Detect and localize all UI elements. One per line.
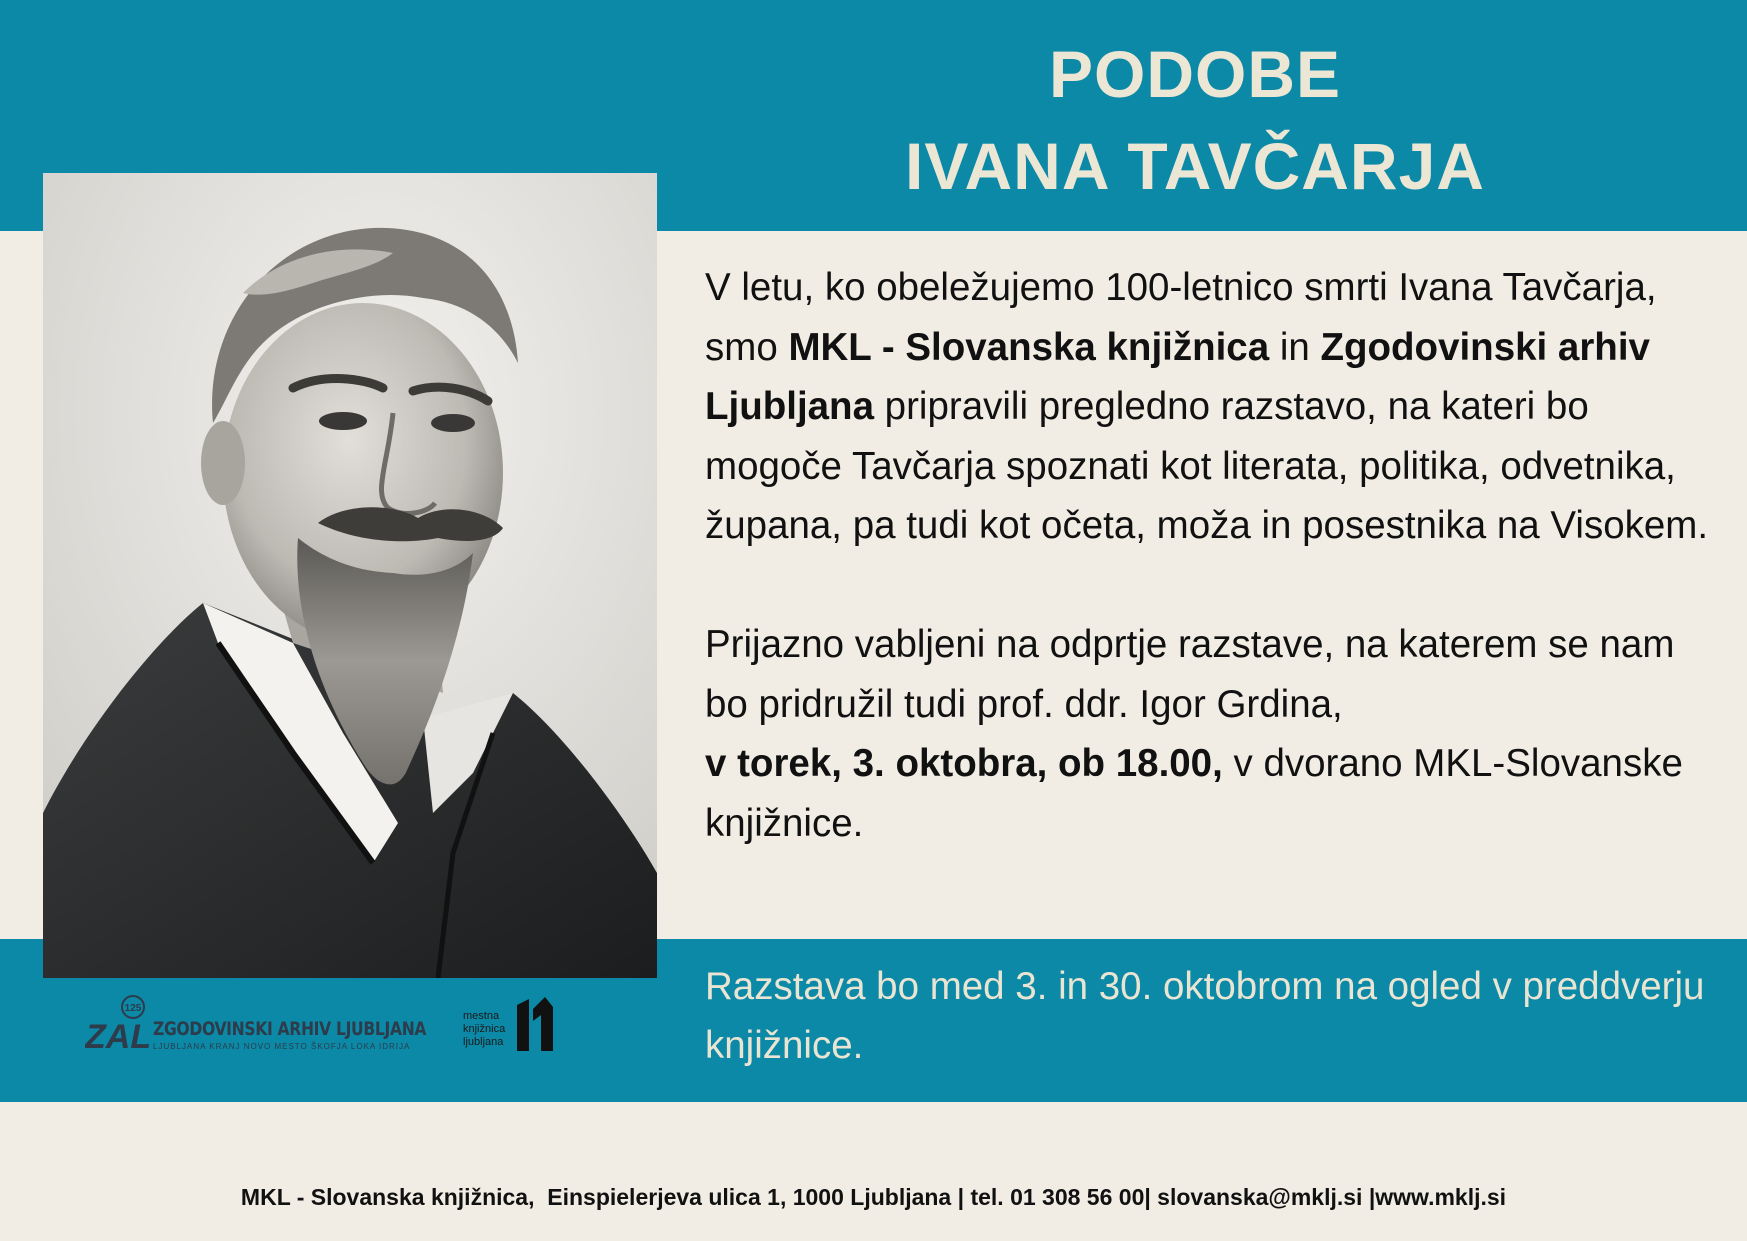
mkl-logo-line-3: ljubljana xyxy=(463,1036,504,1048)
zal-name: ZGODOVINSKI ARHIV LJUBLJANA xyxy=(153,1018,427,1040)
paragraph-intro xyxy=(705,258,1725,556)
text-run: in xyxy=(1269,325,1321,369)
event-date: v torek, 3. oktobra, ob 18.00, xyxy=(705,742,1223,785)
contact-footer: MKL - Slovanska knjižnica, Einspielerjeva ulica 1, 1000 Ljubljana | tel. 01 308 56 00| slovanska@mklj.si |www.mklj.si xyxy=(240,1184,1507,1210)
portrait-illustration xyxy=(43,173,657,978)
text-run: v dvorano MKL-Slovanske knjižnice. xyxy=(705,742,1683,845)
portrait-photo xyxy=(43,173,657,978)
mkl-logo-line-1: mestna xyxy=(463,1010,500,1022)
exhibition-note: Razstava bo med 3. in 30. oktobrom na ogled v preddverju knjižnice. xyxy=(705,965,1705,1067)
mkl-logo xyxy=(463,993,573,1065)
page-title xyxy=(660,28,1730,212)
text-run: Prijazno vabljeni na odprtje razstave, na katerem se nam bo pridružil tudi prof. ddr. Igor Grdina, xyxy=(705,623,1675,726)
title-line-1: PODOBE xyxy=(1048,37,1342,111)
invitation-text xyxy=(705,258,1725,853)
org-mkl: MKL - Slovanska knjižnica xyxy=(788,325,1270,369)
title-line-2: IVANA TAVČARJA xyxy=(905,129,1485,203)
mkl-logo-text xyxy=(463,1010,505,1049)
partner-logos xyxy=(43,985,657,1085)
zal-mark-text: ZAL xyxy=(85,1018,151,1054)
text-run: pripravili pregledno razstavo, na kateri bo mogoče Tavčarja spoznati kot literata, politika, odvetnika, župana, pa tudi kot očeta, moža in posestnika na Visokem. xyxy=(705,385,1709,547)
zal-subtitle: LJUBLJANA KRANJ NOVO MESTO ŠKOFJA LOKA IDRIJA xyxy=(153,1042,411,1051)
zal-logo xyxy=(85,994,427,1066)
mkl-logo-line-2: knjižnica xyxy=(463,1023,506,1035)
org-zal: Zgodovinski arhiv Ljubljana xyxy=(705,325,1650,428)
paragraph-invitation xyxy=(705,615,1725,853)
zal-mark-icon xyxy=(85,994,151,1054)
zal-badge: 125 xyxy=(124,1003,142,1014)
text-run: V letu, ko obeležujemo 100-letnico smrti Ivana Tavčarja, smo xyxy=(705,266,1657,369)
mkl-mark-icon xyxy=(515,995,555,1053)
